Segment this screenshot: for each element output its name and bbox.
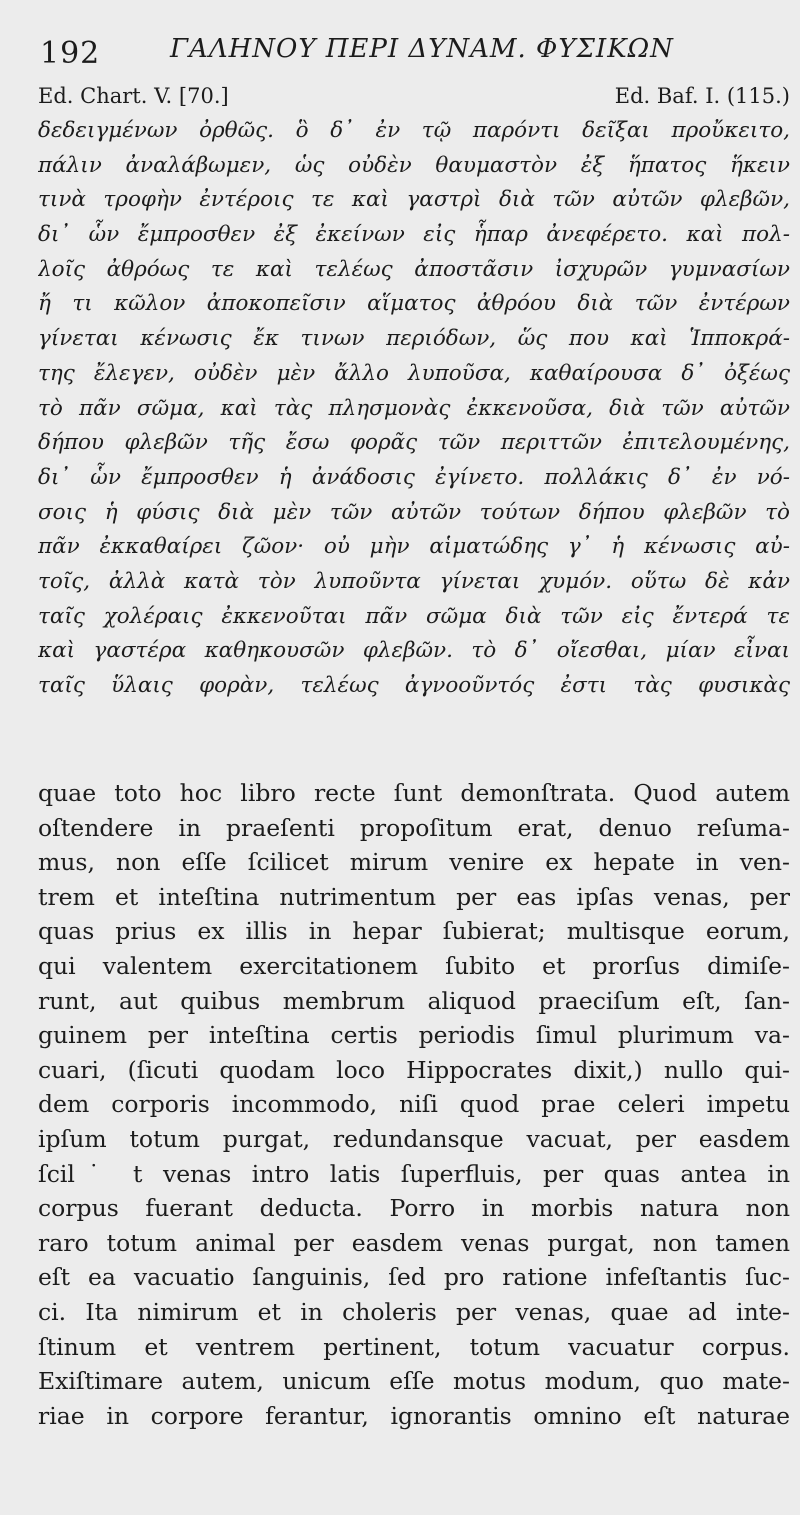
greek-line: τοῖς, ἀλλὰ κατὰ τὸν λυποῦντα γίνεται χυμόν. οὕτω δὲ κἀν bbox=[38, 568, 790, 594]
latin-line: eſt ea vacuatio ſanguinis, ſed pro ratione infeſtantis ſuc- bbox=[38, 1263, 790, 1292]
greek-line: καὶ γαστέρα καθηκουσῶν φλεβῶν. τὸ δ᾽ οἴεσθαι, μίαν εἶναι bbox=[38, 638, 790, 664]
latin-line: cuari, (ſicuti quodam loco Hippocrates dixit,) nullo qui- bbox=[38, 1055, 790, 1084]
greek-line: της ἔλεγεν, οὐδὲν μὲν ἄλλο λυποῦσα, καθαίρουσα δ᾽ ὀξέως bbox=[38, 360, 790, 386]
edition-ref-chartier: Ed. Chart. V. [70.] bbox=[38, 84, 229, 108]
greek-line: ταῖς ὕλαις φορὰν, τελέως ἀγνοοῦντός ἐστι τὰς φυσικὰς bbox=[38, 673, 790, 698]
latin-line: qui valentem exercitationem ſubito et prorſus dimiſe- bbox=[38, 951, 790, 980]
edition-references bbox=[38, 84, 790, 114]
greek-line: τὸ πᾶν σῶμα, καὶ τὰς πλησμονὰς ἐκκενοῦσα, διὰ τῶν αὐτῶν bbox=[38, 395, 790, 421]
latin-line: ſcil˙ t venas intro latis ſuperfluis, per quas antea in bbox=[38, 1159, 790, 1188]
greek-line: δι᾽ ὧν ἔμπροσθεν ἐξ ἐκείνων εἰς ἧπαρ ἀνεφέρετο. καὶ πολ- bbox=[38, 222, 790, 248]
page-number: 192 bbox=[40, 36, 101, 71]
latin-line: runt, aut quibus membrum aliquod praeciſum eſt, ſan- bbox=[38, 986, 790, 1015]
page-header bbox=[40, 30, 786, 78]
greek-line: ἤ τι κῶλον ἀποκοπεῖσιν αἵματος ἀθρόου διὰ τῶν ἐντέρων bbox=[38, 291, 790, 317]
greek-line: δεδειγμένων ὀρθῶς. ὃ δ᾽ ἐν τῷ παρόντι δεῖξαι προὔκειτο, bbox=[38, 118, 790, 143]
latin-text-block bbox=[38, 776, 790, 1433]
greek-line: ταῖς χολέραις ἐκκενοῦται πᾶν σῶμα διὰ τῶν εἰς ἔντερά τε bbox=[38, 603, 790, 629]
latin-line: guinem per inteſtina certis periodis ſimul plurimum va- bbox=[38, 1021, 790, 1050]
greek-line: δι᾽ ὧν ἔμπροσθεν ἡ ἀνάδοσις ἐγίνετο. πολλάκις δ᾽ ἐν νό- bbox=[38, 464, 790, 490]
edition-ref-basel: Ed. Baf. I. (115.) bbox=[614, 84, 790, 108]
running-title: ΓΑΛΗΝΟΥ ΠΕΡΙ ΔΥΝΑΜ. ΦΥΣΙΚΩΝ bbox=[170, 34, 674, 64]
greek-line: δήπου φλεβῶν τῆς ἔσω φορᾶς τῶν περιττῶν ἐπιτελουμένης, bbox=[38, 430, 790, 456]
latin-line: ci. Ita nimirum et in choleris per venas, quae ad inte- bbox=[38, 1297, 790, 1326]
latin-line: ipſum totum purgat, redundansque vacuat, per easdem bbox=[38, 1124, 790, 1153]
latin-line: dem corporis incommodo, niſi quod prae celeri impetu bbox=[38, 1090, 790, 1119]
latin-line: trem et inteſtina nutrimentum per eas ipſas venas, per bbox=[38, 882, 790, 911]
greek-line: πάλιν ἀναλάβωμεν, ὡς οὐδὲν θαυμαστὸν ἐξ ἥπατος ἥκειν bbox=[38, 152, 790, 178]
greek-line: τινὰ τροφὴν ἐντέροις τε καὶ γαστρὶ διὰ τῶν αὐτῶν φλεβῶν, bbox=[38, 187, 790, 213]
latin-line: oſtendere in praeſenti propoſitum erat, denuo reſuma- bbox=[38, 813, 790, 842]
greek-line: πᾶν ἐκκαθαίρει ζῶον· οὐ μὴν αἱματώδης γ᾽ ἡ κένωσις αὐ- bbox=[38, 534, 790, 560]
greek-line: σοις ἡ φύσις διὰ μὲν τῶν αὐτῶν τούτων δήπου φλεβῶν τὸ bbox=[38, 499, 790, 525]
latin-line: riae in corpore ferantur, ignorantis omnino eſt naturae bbox=[38, 1401, 790, 1430]
greek-text-block bbox=[38, 114, 790, 704]
greek-line: λοῖς ἀθρόως τε καὶ τελέως ἀποστᾶσιν ἰσχυρῶν γυμνασίων bbox=[38, 256, 790, 282]
latin-line: corpus fuerant deducta. Porro in morbis natura non bbox=[38, 1194, 790, 1223]
latin-line: mus, non eſſe ſcilicet mirum venire ex hepate in ven- bbox=[38, 848, 790, 877]
latin-line: Exiſtimare autem, unicum eſſe motus modum, quo mate- bbox=[38, 1367, 790, 1396]
latin-line: quae toto hoc libro recte ſunt demonſtrata. Quod autem bbox=[38, 779, 790, 807]
latin-line: raro totum animal per easdem venas purgat, non tamen bbox=[38, 1228, 790, 1257]
latin-line: ſtinum et ventrem pertinent, totum vacuatur corpus. bbox=[38, 1332, 790, 1361]
latin-line: quas prius ex illis in hepar ſubierat; multisque eorum, bbox=[38, 917, 790, 946]
greek-line: γίνεται κένωσις ἔκ τινων περιόδων, ὥς που καὶ Ἱπποκρά- bbox=[38, 326, 790, 352]
